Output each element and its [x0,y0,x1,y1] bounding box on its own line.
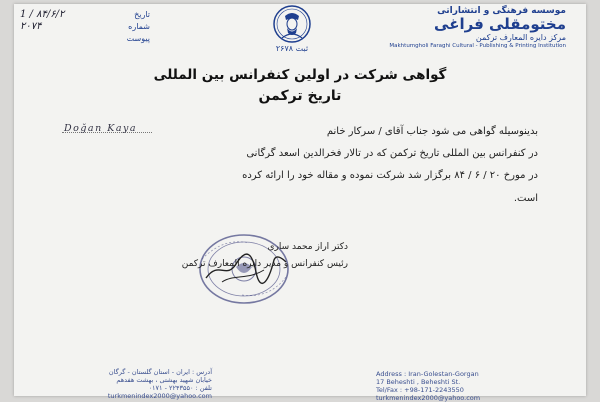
number-row [20,20,150,32]
email-left: turkmenindex2000@yahoo.com [107,392,212,400]
body-line-1: بدینوسیله گواهی می شود جناب آقای / سرکار خانم [326,126,538,137]
date-value: 1 / ۸۴/۶/۲ [20,8,65,20]
date-label: تاریخ [134,9,150,19]
org-name: مختومقلی فراغی [434,15,566,33]
certificate-title: گواهی شرکت در اولین کنفرانس بین المللی [153,67,447,83]
org-english-name: Makhtumgholi Faraghi Cultural - Publishing & Printing Institution [389,43,566,49]
portrait-logo [254,4,330,56]
certificate-subtitle: تاریخ ترکمن [258,88,342,104]
signature-block [182,239,348,273]
footer-english-address [376,370,526,402]
body-line-2: در کنفرانس بین المللی تاریخ ترکمن که در تالار فخرالدین اسعد گرگانی [246,148,538,159]
document-meta [20,8,150,44]
registration-number: ثبت ۲۶۷۸ [275,44,309,53]
certificate-page [14,4,586,402]
number-label: شماره [128,21,150,31]
handwritten-name: Doğan Kaya [64,123,138,134]
portrait-icon [272,4,312,44]
phone-fa: تلفن : ۲۲۴۳۵۵۰ - ۰۱۷۱ [148,384,212,392]
footer-persian-address [92,368,212,400]
address-en-line-2: 17 Beheshti , Beheshti St. [376,378,461,386]
organization-header [336,6,566,49]
address-fa-line-1: آدرس : ایران - استان گلستان - گرگان [108,368,212,376]
body-line-4: است. [513,193,538,204]
signer-name: دکتر اراز محمد ساری [267,242,348,252]
certificate-body [38,123,538,216]
attachment-label: پیوست [126,33,150,43]
signer-role: رئیس کنفرانس و مدیر دایره المعارف ترکمن [181,259,348,269]
date-row [20,8,150,20]
org-top-line: موسسه فرهنگی و انتشاراتی [437,6,566,16]
address-fa-line-2: خیابان شهید بهشتی ، بهشت هفدهم [116,376,212,384]
number-value: ۲۰۷۴ [20,20,42,32]
address-en-line-1: Address : Iran-Golestan-Gorgan [376,370,479,378]
footer [14,366,586,402]
phone-en: Tel/Fax : +98-171-2243550 [376,386,464,394]
attachment-row [20,32,150,44]
body-line-3: در مورخ ۲۰ / ۶ / ۸۴ برگزار شد شرکت نموده و مقاله خود را ارائه کرده [242,170,538,181]
email-right: turkmenindex2000@yahoo.com [376,394,481,402]
org-subtitle: مرکز دایره المعارف ترکمن [475,33,566,42]
